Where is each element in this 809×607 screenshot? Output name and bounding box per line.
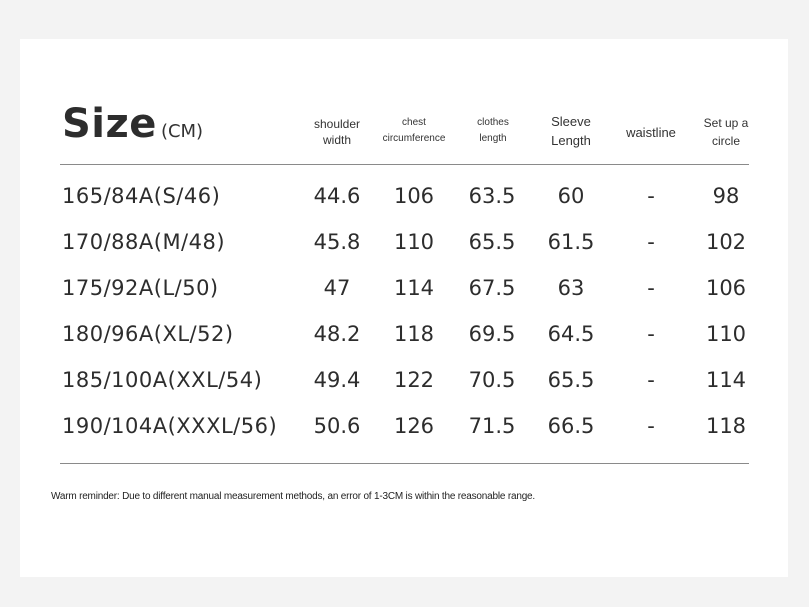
shoulder-cell: 50.6	[313, 414, 361, 438]
size-cell: 180/96A(XL/52)	[62, 322, 234, 346]
header-clothes-line2: length	[479, 133, 507, 144]
waist-cell: -	[647, 276, 655, 300]
waist-cell: -	[647, 184, 655, 208]
clothes-cell: 69.5	[468, 322, 516, 346]
table-row	[20, 411, 788, 441]
header-chest-circumference	[369, 115, 459, 147]
shoulder-cell: 48.2	[313, 322, 361, 346]
header-setup-line1: Set up a	[703, 116, 749, 130]
waist-cell: -	[647, 414, 655, 438]
clothes-cell: 70.5	[468, 368, 516, 392]
shoulder-cell: 47	[323, 276, 351, 300]
size-chart-card	[20, 39, 788, 577]
title-text: Size	[62, 101, 157, 147]
size-cell: 165/84A(S/46)	[62, 184, 221, 208]
table-row	[20, 273, 788, 303]
chest-cell: 126	[393, 414, 435, 438]
setup-cell: 98	[712, 184, 740, 208]
table-row	[20, 181, 788, 211]
clothes-cell: 65.5	[468, 230, 516, 254]
waist-cell: -	[647, 322, 655, 346]
table-row	[20, 319, 788, 349]
header-sleeve-line1: Sleeve	[551, 114, 591, 129]
title-unit: (CM)	[160, 121, 204, 142]
size-cell: 175/92A(L/50)	[62, 276, 219, 300]
table-row	[20, 365, 788, 395]
size-cell: 170/88A(M/48)	[62, 230, 226, 254]
setup-cell: 106	[705, 276, 747, 300]
chest-cell: 114	[393, 276, 435, 300]
clothes-cell: 67.5	[468, 276, 516, 300]
sleeve-cell: 65.5	[547, 368, 595, 392]
size-cell: 185/100A(XXL/54)	[62, 368, 263, 392]
header-chest-line1: chest	[402, 117, 426, 128]
chest-cell: 106	[393, 184, 435, 208]
chest-cell: 118	[393, 322, 435, 346]
sleeve-cell: 66.5	[547, 414, 595, 438]
sleeve-cell: 63	[557, 276, 585, 300]
setup-cell: 114	[705, 368, 747, 392]
header-shoulder-line1: shoulder	[313, 117, 361, 131]
setup-cell: 110	[705, 322, 747, 346]
header-sleeve-length	[526, 112, 616, 150]
sleeve-cell: 60	[557, 184, 585, 208]
sleeve-cell: 61.5	[547, 230, 595, 254]
header-waist-line1: waistline	[626, 125, 676, 140]
header-setup-line2: circle	[711, 134, 740, 148]
size-cell: 190/104A(XXXL/56)	[62, 414, 278, 438]
clothes-cell: 63.5	[468, 184, 516, 208]
shoulder-cell: 49.4	[313, 368, 361, 392]
setup-cell: 102	[705, 230, 747, 254]
shoulder-cell: 44.6	[313, 184, 361, 208]
warm-reminder-note: Warm reminder: Due to different manual measurement methods, an error of 1-3CM is within the reasonable range.	[51, 491, 535, 502]
header-sleeve-line2: Length	[551, 133, 591, 148]
table-row	[20, 227, 788, 257]
chest-cell: 122	[393, 368, 435, 392]
header-chest-line2: circumference	[382, 133, 446, 144]
header-shoulder-line2: width	[322, 133, 351, 147]
sleeve-cell: 64.5	[547, 322, 595, 346]
table-bottom-divider	[60, 463, 749, 464]
header-set-up-circle	[681, 114, 771, 150]
chest-cell: 110	[393, 230, 435, 254]
header-clothes-length	[448, 115, 538, 147]
size-chart-title	[62, 101, 203, 147]
header-clothes-line1: clothes	[477, 117, 509, 128]
waist-cell: -	[647, 230, 655, 254]
header-divider	[60, 164, 749, 165]
waist-cell: -	[647, 368, 655, 392]
clothes-cell: 71.5	[468, 414, 516, 438]
shoulder-cell: 45.8	[313, 230, 361, 254]
setup-cell: 118	[705, 414, 747, 438]
